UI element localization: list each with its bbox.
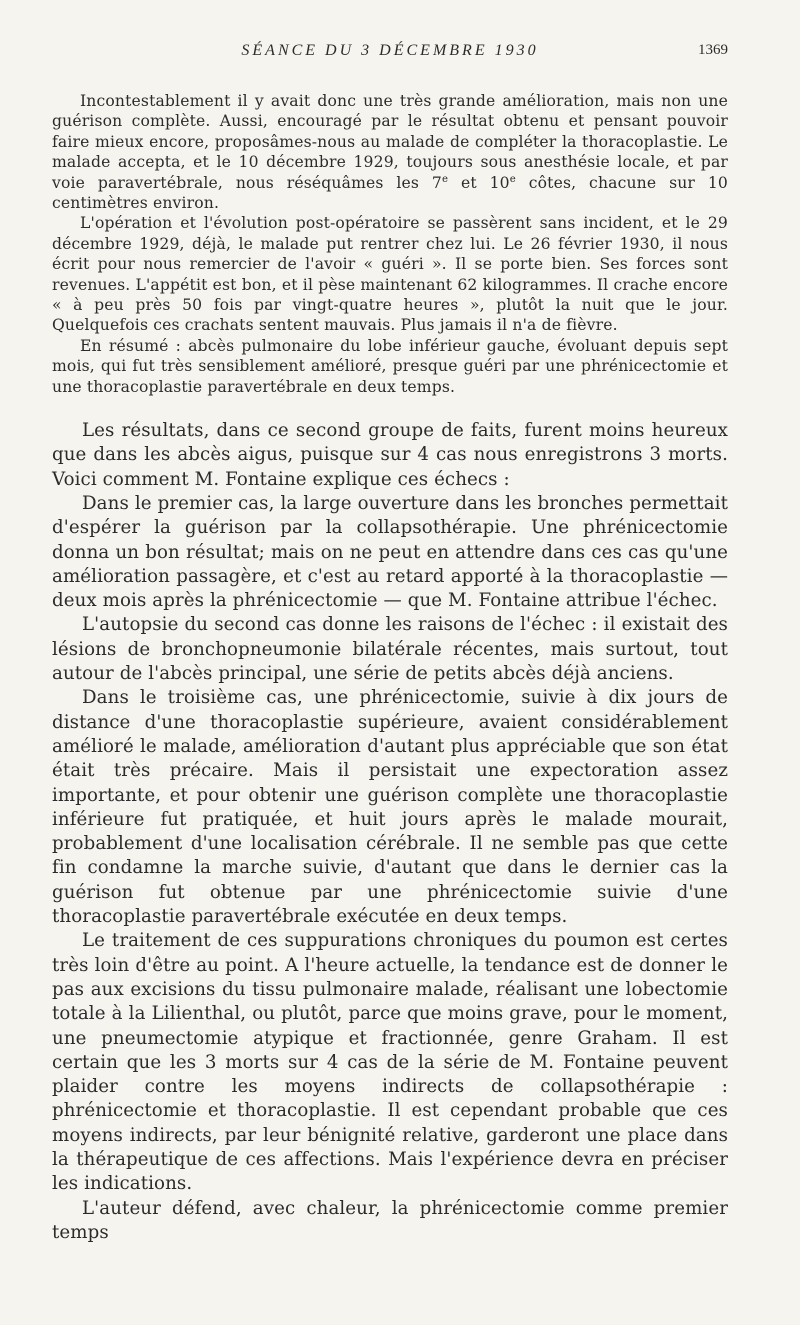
page-number: 1369 [698,42,728,58]
page [52,38,728,1245]
discussion-paragraph-6: L'auteur défend, avec chaleur, la phrénicectomie comme premier temps [52,1197,728,1243]
discussion-paragraph-5: Le traitement de ces suppurations chroniques du poumon est certes très loin d'être au point. A l'heure actuelle, la tendance est de donner le pas aux excisions du tissu pulmonaire malade, réalisant une lobectomie totale à la Lilienthal, ou plutôt, parce que moins grave, pour le moment, une pneumectomie atypique et fractionnée, genre Graham. Il est certain que les 3 morts sur 4 cas de la série de M. Fontaine peuvent plaider contre les moyens indirects de collapsothérapie : phrénicectomie et thoracoplastie. Il est cependant probable que ces moyens indirects, par leur bénignité relative, garderont une place dans la thérapeutique de ces affections. Mais l'expérience devra en préciser les indications. [52,930,728,1195]
running-header [52,38,728,66]
discussion-paragraph-4: Dans le troisième cas, une phrénicectomie, suivie à dix jours de distance d'une thoracoplastie supérieure, avaient considérablement amélioré le malade, amélioration d'autant plus appréciable que son état était très précaire. Mais il persistait une expectoration assez importante, et pour obtenir une guérison complète une thoracoplastie inférieure fut pratiquée, et huit jours après le malade mourait, probablement d'une localisation cérébrale. Il ne semble pas que cette fin condamne la marche suivie, d'autant que dans le dernier cas la guérison fut obtenue par une phrénicectomie suivie d'une thoracoplastie paravertébrale exécutée en deux temps. [52,687,728,928]
case-report-section [52,91,728,397]
discussion-section [52,419,728,1245]
case-summary-paragraph: En résumé : abcès pulmonaire du lobe inférieur gauche, évoluant depuis sept mois, qui fut très sensiblement amélioré, presque guéri par une phrénicectomie et une thoracoplastie paravertébrale en deux temps. [52,336,728,396]
case-paragraph-1: Incontestablement il y avait donc une très grande amélioration, mais non une guérison complète. Aussi, encouragé par le résultat obtenu et pensant pouvoir faire mieux encore, proposâmes-nous au malade de compléter la thoracoplastie. Le malade accepta, et le 10 décembre 1929, toujours sous anesthésie locale, et par voie paravertébrale, nous réséquâmes les 7e et 10e côtes, chacune sur 10 centimètres environ. [52,92,729,213]
discussion-paragraph-3: L'autopsie du second cas donne les raisons de l'échec : il existait des lésions de bronchopneumonie bilatérale récentes, mais surtout, tout autour de l'abcès principal, une série de petits abcès déjà anciens. [52,614,728,685]
discussion-paragraph-1: Les résultats, dans ce second groupe de faits, furent moins heureux que dans les abcès aigus, puisque sur 4 cas nous enregistrons 3 morts. Voici comment M. Fontaine explique ces échecs : [52,420,728,490]
running-title: SÉANCE DU 3 DÉCEMBRE 1930 [241,42,539,59]
discussion-paragraph-2: Dans le premier cas, la large ouverture dans les bronches permettait d'espérer la guérison par la collapsothérapie. Une phrénicectomie donna un bon résultat; mais on ne peut en attendre dans ces cas qu'une amélioration passagère, et c'est au retard apporté à la thoracoplastie — deux mois après la phrénicectomie — que M. Fontaine attribue l'échec. [52,492,728,612]
case-paragraph-2: L'opération et l'évolution post-opératoire se passèrent sans incident, et le 29 décembre 1929, déjà, le malade put rentrer chez lui. Le 26 février 1930, il nous écrit pour nous remercier de l'avoir « guéri ». Il se porte bien. Ses forces sont revenues. L'appétit est bon, et il pèse maintenant 62 kilogrammes. Il crache encore « à peu près 50 fois par vingt-quatre heures », plutôt la nuit que le jour. Quelquefois ces crachats sentent mauvais. Plus jamais il n'a de fièvre. [52,214,728,335]
